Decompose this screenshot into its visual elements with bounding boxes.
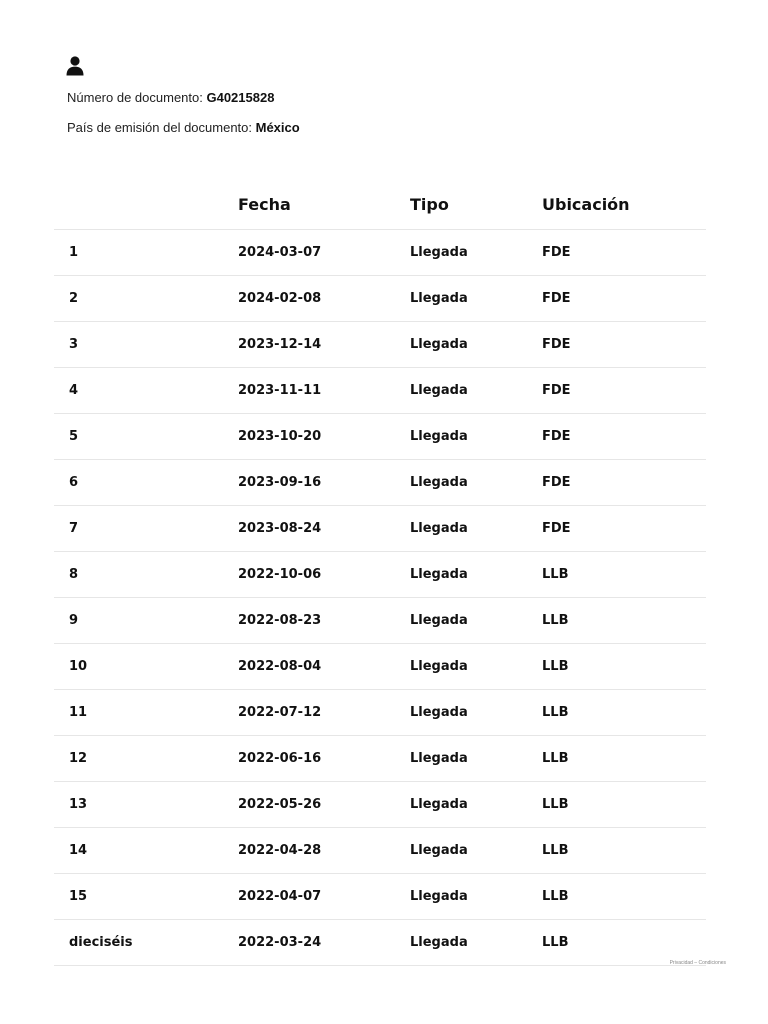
cell-ubicacion: FDE [542, 230, 706, 276]
cell-ubicacion: LLB [542, 690, 706, 736]
cell-tipo: Llegada [410, 736, 542, 782]
cell-tipo: Llegada [410, 598, 542, 644]
cell-tipo: Llegada [410, 506, 542, 552]
cell-ubicacion: FDE [542, 322, 706, 368]
header-tipo: Tipo [410, 180, 542, 230]
cell-index: 14 [54, 828, 238, 874]
table-row [54, 644, 706, 690]
cell-fecha: 2023-09-16 [238, 460, 410, 506]
cell-tipo: Llegada [410, 828, 542, 874]
cell-fecha: 2022-08-04 [238, 644, 410, 690]
cell-tipo: Llegada [410, 460, 542, 506]
header-fecha: Fecha [238, 180, 410, 230]
header-index [54, 180, 238, 230]
cell-ubicacion: LLB [542, 598, 706, 644]
cell-tipo: Llegada [410, 276, 542, 322]
cell-index: 1 [54, 230, 238, 276]
cell-fecha: 2023-11-11 [238, 368, 410, 414]
cell-tipo: Llegada [410, 782, 542, 828]
cell-ubicacion: FDE [542, 368, 706, 414]
cell-fecha: 2022-03-24 [238, 920, 410, 966]
cell-index: 8 [54, 552, 238, 598]
cell-tipo: Llegada [410, 690, 542, 736]
table-row [54, 736, 706, 782]
cell-index: 9 [54, 598, 238, 644]
cell-fecha: 2022-08-23 [238, 598, 410, 644]
cell-fecha: 2022-07-12 [238, 690, 410, 736]
cell-index: 2 [54, 276, 238, 322]
cell-ubicacion: LLB [542, 828, 706, 874]
cell-tipo: Llegada [410, 920, 542, 966]
cell-fecha: 2023-12-14 [238, 322, 410, 368]
cell-index: 11 [54, 690, 238, 736]
table-row [54, 368, 706, 414]
table-row [54, 230, 706, 276]
cell-tipo: Llegada [410, 644, 542, 690]
cell-index: 12 [54, 736, 238, 782]
table-row [54, 276, 706, 322]
cell-fecha: 2024-03-07 [238, 230, 410, 276]
footer-links[interactable]: Privacidad – Condiciones [669, 960, 726, 966]
table-row [54, 322, 706, 368]
cell-tipo: Llegada [410, 230, 542, 276]
user-icon [66, 56, 84, 76]
cell-fecha: 2024-02-08 [238, 276, 410, 322]
cell-ubicacion: LLB [542, 782, 706, 828]
cell-tipo: Llegada [410, 552, 542, 598]
document-number-value: G40215828 [206, 90, 275, 105]
table-row [54, 920, 706, 966]
cell-index: 5 [54, 414, 238, 460]
table-row [54, 460, 706, 506]
table-row [54, 414, 706, 460]
cell-fecha: 2022-05-26 [238, 782, 410, 828]
cell-tipo: Llegada [410, 414, 542, 460]
cell-ubicacion: LLB [542, 874, 706, 920]
document-country [67, 120, 300, 135]
table-row [54, 506, 706, 552]
table-header-row [54, 180, 706, 230]
table-row [54, 874, 706, 920]
cell-index: 13 [54, 782, 238, 828]
cell-ubicacion: FDE [542, 460, 706, 506]
document-country-value: México [255, 120, 300, 135]
cell-index: 4 [54, 368, 238, 414]
header-ubicacion: Ubicación [542, 180, 706, 230]
table-row [54, 552, 706, 598]
cell-ubicacion: FDE [542, 414, 706, 460]
cell-fecha: 2022-04-28 [238, 828, 410, 874]
cell-fecha: 2023-08-24 [238, 506, 410, 552]
document-number-label: Número de documento: [67, 90, 203, 105]
cell-fecha: 2022-04-07 [238, 874, 410, 920]
cell-index: 15 [54, 874, 238, 920]
cell-index: 7 [54, 506, 238, 552]
cell-index: dieciséis [54, 920, 238, 966]
cell-tipo: Llegada [410, 874, 542, 920]
cell-index: 6 [54, 460, 238, 506]
table-row [54, 782, 706, 828]
cell-fecha: 2022-10-06 [238, 552, 410, 598]
cell-ubicacion: LLB [542, 736, 706, 782]
table-row [54, 828, 706, 874]
cell-fecha: 2023-10-20 [238, 414, 410, 460]
table-row [54, 690, 706, 736]
cell-ubicacion: FDE [542, 276, 706, 322]
cell-ubicacion: FDE [542, 506, 706, 552]
document-country-label: País de emisión del documento: [67, 120, 252, 135]
cell-fecha: 2022-06-16 [238, 736, 410, 782]
cell-ubicacion: LLB [542, 920, 706, 966]
entries-table [54, 180, 706, 966]
table-body [54, 230, 706, 966]
cell-index: 10 [54, 644, 238, 690]
cell-tipo: Llegada [410, 368, 542, 414]
cell-tipo: Llegada [410, 322, 542, 368]
cell-ubicacion: LLB [542, 644, 706, 690]
cell-ubicacion: LLB [542, 552, 706, 598]
document-number [67, 90, 274, 105]
cell-index: 3 [54, 322, 238, 368]
table-row [54, 598, 706, 644]
